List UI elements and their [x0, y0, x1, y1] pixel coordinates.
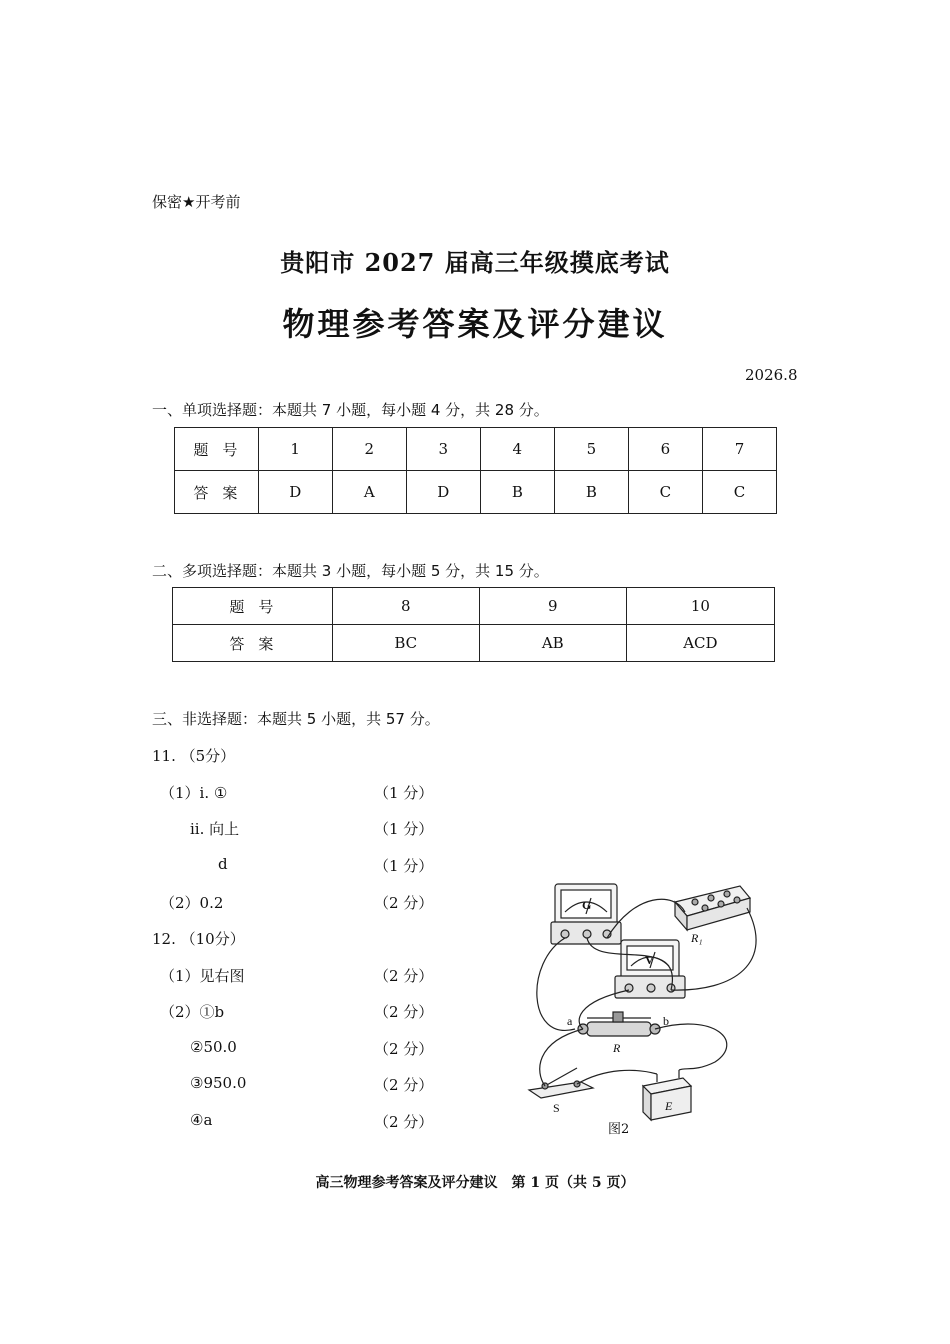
table-row: [173, 588, 775, 625]
answer-cell: C: [702, 471, 776, 514]
terminal-b-label: b: [663, 1014, 669, 1028]
resistance-box: [675, 886, 750, 930]
answer-cell: BC: [332, 625, 479, 662]
question-number: 8: [332, 588, 479, 625]
q11-line: ii. 向上: [190, 820, 240, 838]
table-row: [175, 471, 777, 514]
switch: [529, 1068, 593, 1098]
switch-label: S: [553, 1101, 560, 1115]
answer-cell: A: [332, 471, 406, 514]
circuit-figure: [515, 872, 765, 1122]
confidential-mark: 保密★开考前: [152, 193, 241, 211]
table-row: [173, 625, 775, 662]
answer-cell: D: [406, 471, 480, 514]
q12-line: （1）见右图: [160, 967, 245, 985]
answer-cell: B: [480, 471, 554, 514]
q11-score: （1 分）: [374, 820, 434, 838]
multi-choice-answer-table: [172, 587, 775, 662]
question-number: 6: [628, 428, 702, 471]
question-number: 1: [258, 428, 332, 471]
question-number: 3: [406, 428, 480, 471]
question-number: 9: [479, 588, 626, 625]
row-label: 答案: [173, 625, 333, 662]
row-label: 题号: [175, 428, 259, 471]
section1-heading: 一、单项选择题：本题共 7 小题，每小题 4 分，共 28 分。: [152, 401, 549, 419]
q12-score: （2 分）: [374, 1113, 434, 1131]
page-footer: 高三物理参考答案及评分建议 第 1 页（共 5 页）: [315, 1175, 635, 1191]
q12-line: （2）①b: [160, 1003, 225, 1021]
resistance-box-label: R₁: [691, 931, 703, 945]
q11-score: （2 分）: [374, 894, 434, 912]
voltmeter-label: V: [645, 953, 654, 967]
q11-line: （1）i. ①: [160, 784, 228, 802]
answer-cell: ACD: [626, 625, 774, 662]
galvanometer-label: G: [582, 898, 592, 912]
row-label: 答案: [175, 471, 259, 514]
answer-cell: AB: [479, 625, 626, 662]
voltmeter: [615, 940, 685, 998]
terminal-a-label: a: [567, 1014, 573, 1028]
galvanometer: [551, 884, 621, 944]
question-number: 10: [626, 588, 774, 625]
answer-cell: C: [628, 471, 702, 514]
q12-title: 12. （10分）: [152, 930, 245, 948]
section3-heading: 三、非选择题：本题共 5 小题，共 57 分。: [152, 710, 440, 728]
q11-score: （1 分）: [374, 784, 434, 802]
row-label: 题号: [173, 588, 333, 625]
q12-line: ④a: [190, 1111, 213, 1129]
q11-line: （2）0.2: [160, 894, 224, 912]
question-number: 5: [554, 428, 628, 471]
exam-title: 贵阳市 2027 届高三年级摸底考试: [280, 248, 670, 277]
q11-line: d: [218, 855, 228, 873]
q12-score: （2 分）: [374, 967, 434, 985]
q12-score: （2 分）: [374, 1076, 434, 1094]
q11-title: 11. （5分）: [152, 747, 236, 765]
q11-score: （1 分）: [374, 857, 434, 875]
figure-caption: 图2: [608, 1122, 630, 1137]
rheostat-label: R: [613, 1041, 621, 1055]
q12-score: （2 分）: [374, 1003, 434, 1021]
document-title: 物理参考答案及评分建议: [282, 305, 668, 343]
answer-cell: D: [258, 471, 332, 514]
battery-label: E: [665, 1099, 673, 1113]
q12-line: ②50.0: [190, 1038, 237, 1056]
section2-heading: 二、多项选择题：本题共 3 小题，每小题 5 分，共 15 分。: [152, 562, 549, 580]
question-number: 2: [332, 428, 406, 471]
rheostat: [578, 1012, 660, 1036]
q12-line: ③950.0: [190, 1074, 247, 1092]
single-choice-answer-table: [174, 427, 777, 514]
answer-cell: B: [554, 471, 628, 514]
document-date: 2026.8: [745, 366, 798, 384]
table-row: [175, 428, 777, 471]
question-number: 7: [702, 428, 776, 471]
question-number: 4: [480, 428, 554, 471]
q12-score: （2 分）: [374, 1040, 434, 1058]
